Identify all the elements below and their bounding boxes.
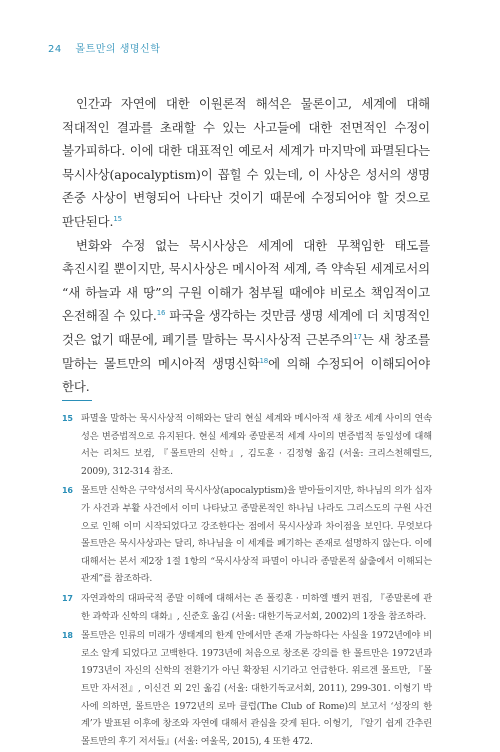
footnote-17 bbox=[62, 590, 432, 625]
footnote-text: 몰트만은 인류의 미래가 생태계의 한계 안에서만 존재 가능하다는 사실을 1972년에야 비로소 알게 되었다고 고백한다. 1973년에 처음으로 창조론 강의를 한 몰트만은 1972년과 1973년이 자신의 신학의 전환기가 아닌 확장된 시기라고 언급한다. 위르겐 몰트만, 『몰트만 자서전』, 이신건 외 2인 옮김 (서울: 대한기독교서회, 2011), 299-301. 이형기 박사에 의하면, 몰트만은 1972년의 로마 클럽(The Club of Rome)의 보고서 ‘성장의 한계’가 발표된 이후에 창조와 자연에 대해서 관심을 갖게 된다. 이형기, 『알기 쉽게 간추린 몰트만의 후기 저서들』(서울: 여울목, 2015), 4 또한 472. bbox=[81, 630, 432, 747]
paragraph-1: 인간과 자연에 대한 이원론적 해석은 물론이고, 세계에 대해 적대적인 결과를 초래할 수 있는 사고들에 대한 전면적인 수정이 불가피하다. 이에 대한 대표적인 예로서 세계가 마지막에 파멸된다는 묵시사상(apocalyptism)이 꼽힐 수 있는데, 이 사상은 성서의 생명 존중 사상이 변형되어 나타난 것이기 때문에 수정되어야 할 것으로 판단된다.$^{15}$ bbox=[62, 96, 430, 229]
footnotes bbox=[62, 410, 432, 752]
paragraph-2: 변화와 수정 없는 묵시사상은 세계에 대한 무책임한 태도를 촉진시킬 뿐이지만, 묵시사상은 메시아적 세계, 즉 약속된 세계로서의 “새 하늘과 새 땅”의 구원 이해가 첨부될 때에야 비로소 책임적이고 온전해질 수 있다.$^{16}$ 파국을 생각하는 것만큼 생명 세계에 더 치명적인 것은 없기 때문에, 폐기를 말하는 묵시사상적 근본주의$^{17}$는 새 창조를 말하는 몰트만의 메시아적 생명신학$^{18}$에 의해 수정되어 이해되어야 한다. bbox=[62, 237, 431, 395]
footnote-number: 15 bbox=[62, 414, 73, 423]
running-header bbox=[48, 40, 160, 55]
footnote-number: 16 bbox=[62, 486, 73, 496]
main-text bbox=[62, 92, 430, 399]
footnote-text: 몰트만 신학은 구약성서의 묵시사상(apocalyptism)을 받아들이지만, 하나님의 의가 십자가 사건과 부활 사건에서 이미 나타났고 종말론적인 하나님 나라도 그리스도의 구원 사건으로 인해 이미 시작되었다고 강조한다는 점에서 묵시사상과 차이점을 보인다. 무엇보다 몰트만은 묵시사상과는 달리, 하나님을 이 세계를 폐기하는 존재로 설명하지 않는다. 이에 대해서는 본서 제2장 1절 1항의 “묵시사상적 파멸이 아니라 종말론적 삶출에서 이해되는 관계”를 참조하라. bbox=[81, 485, 432, 585]
footnote-divider bbox=[62, 400, 92, 401]
footnote-ref-15[interactable]: 15 bbox=[113, 214, 123, 223]
footnote-text: 파멸을 말하는 묵시사상적 이해와는 달리 현실 세계와 메시아적 새 창조 세계 사이의 연속성은 변증법적으로 유지된다. 현실 세계와 종말론적 세계 사이의 변증법적 동일성에 대해서는 리처드 보컴, 『몰트만의 신학』, 김도훈 · 김정형 옮김 (서울: 크리스천헤럴드, 2009), 312-314 참조. bbox=[81, 413, 432, 477]
footnote-ref-17[interactable]: 17 bbox=[353, 332, 362, 341]
page-number: 24 bbox=[48, 44, 62, 55]
footnote-15 bbox=[62, 410, 432, 480]
footnote-16 bbox=[62, 482, 432, 588]
footnote-number: 17 bbox=[62, 593, 73, 603]
footnote-text: 자연과학의 대파국적 종말 이해에 대해서는 존 폴킹혼 · 미하엘 벨커 편집, 『종말론에 관한 과학과 신학의 대화』, 신준호 옮김 (서울: 대한기독교서회, 2002)의 1장을 참조하라. bbox=[81, 592, 432, 622]
footnote-ref-18[interactable]: 18 bbox=[259, 356, 269, 365]
footnote-ref-16[interactable]: 16 bbox=[156, 309, 166, 318]
footnote-number: 18 bbox=[62, 631, 73, 641]
book-title: 몰트만의 생명신학 bbox=[75, 44, 161, 55]
